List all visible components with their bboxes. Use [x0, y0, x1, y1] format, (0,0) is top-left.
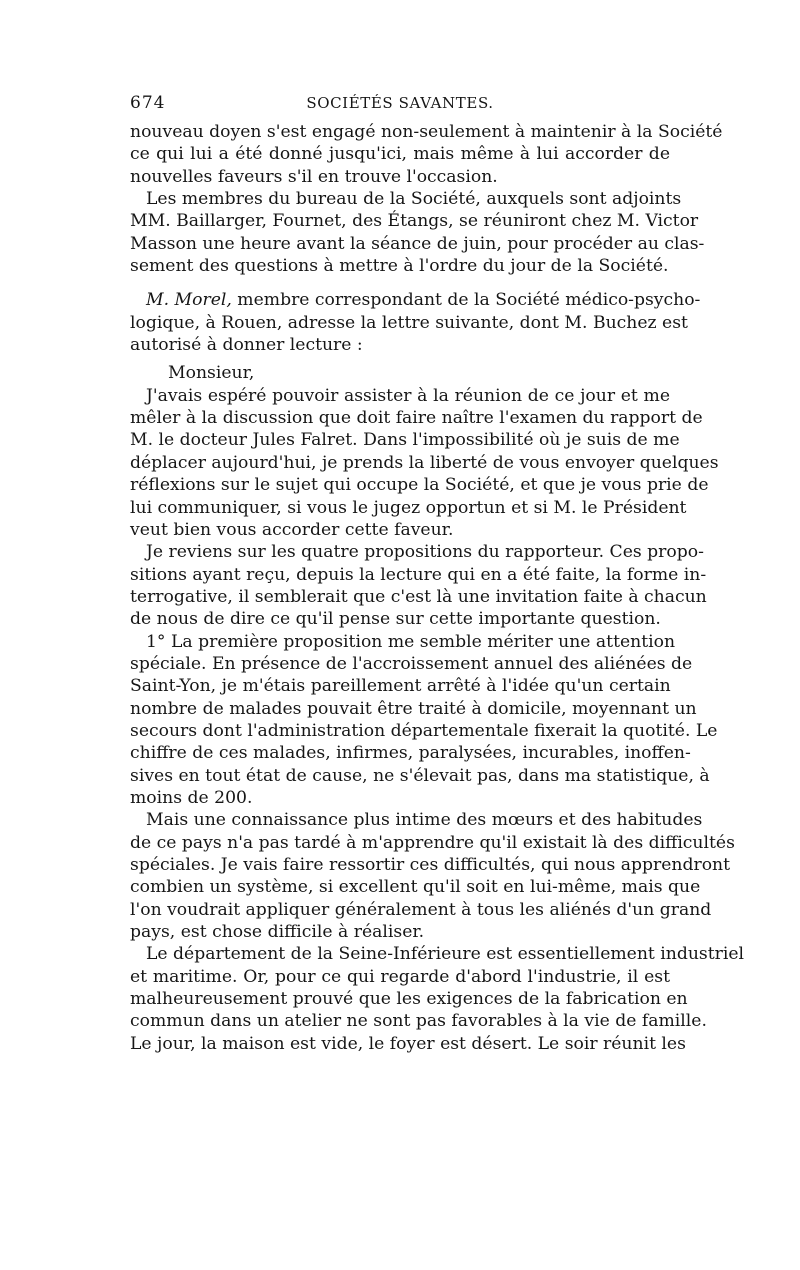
text-line: sives en tout état de cause, ne s'élevait pas, dans ma statistique, à [130, 765, 710, 786]
text-line: autorisé à donner lecture : [130, 335, 363, 356]
text-line: terrogative, il semblerait que c'est là une invitation faite à chacun [130, 586, 707, 607]
paragraph-2 [130, 188, 705, 277]
text-line: Masson une heure avant la séance de juin, pour procéder au clas- [130, 233, 705, 254]
text-line: chiffre de ces malades, infirmes, paralysées, incurables, inoffen- [130, 743, 691, 764]
text-line: nouveau doyen s'est engagé non-seulement à maintenir à la Société [130, 122, 723, 142]
text-line: Je reviens sur les quatre propositions du rapporteur. Ces propo- [146, 542, 704, 563]
text-line: nouvelles faveurs s'il en trouve l'occasion. [130, 166, 498, 187]
paragraph-8 [130, 943, 745, 1055]
text-line: de ce pays n'a pas tardé à m'apprendre qu'il existait là des difficultés [130, 832, 735, 853]
text-line: nombre de malades pouvait être traité à domicile, moyennant un [130, 698, 697, 719]
text-line: Le jour, la maison est vide, le foyer est désert. Le soir réunit les [130, 1033, 686, 1054]
text-line: MM. Baillarger, Fournet, des Étangs, se réuniront chez M. Victor [130, 211, 699, 232]
text-run: membre correspondant de la Société médico-psycho- [237, 290, 701, 311]
text-line: sitions ayant reçu, depuis la lecture qui en a été faite, la forme in- [130, 564, 707, 585]
text-line: lui communiquer, si vous le jugez opportun et si M. le Président [130, 497, 687, 518]
paragraph-1 [130, 121, 723, 188]
text-line: combien un système, si excellent qu'il soit en lui-même, mais que [130, 877, 701, 898]
author-name: M. Morel, [146, 290, 232, 311]
text-line: sement des questions à mettre à l'ordre du jour de la Société. [130, 256, 669, 277]
text-line: 1° La première proposition me semble mériter une attention [146, 631, 676, 652]
text-line: déplacer aujourd'hui, je prends la liberté de vous envoyer quelques [130, 452, 719, 473]
text-line: Les membres du bureau de la Société, auxquels sont adjoints [146, 189, 682, 210]
text-line: secours dont l'administration départementale fixerait la quotité. Le [130, 720, 718, 741]
paragraph-6 [130, 631, 718, 810]
running-title: SOCIÉTÉS SAVANTES. [306, 94, 494, 112]
text-line: malheureusement prouvé que les exigences de la fabrication en [130, 989, 688, 1010]
text-line: commun dans un atelier ne sont pas favorables à la vie de famille. [130, 1011, 707, 1032]
text-line: M. le docteur Jules Falret. Dans l'impossibilité où je suis de me [130, 430, 680, 451]
text-line: logique, à Rouen, adresse la lettre suivante, dont M. Buchez est [130, 312, 688, 333]
page-number: 674 [130, 93, 166, 113]
paragraph-4 [130, 385, 719, 541]
text-line: Mais une connaissance plus intime des mœurs et des habitudes [146, 810, 703, 831]
text-line: veut bien vous accorder cette faveur. [130, 519, 454, 540]
text-line: réflexions sur le sujet qui occupe la Société, et que je vous prie de [130, 475, 709, 496]
text-line: ce qui lui a été donné jusqu'ici, mais même à lui accorder de [130, 144, 670, 165]
text-line [130, 289, 701, 311]
paragraph-7 [130, 809, 735, 943]
salutation: Monsieur, [168, 363, 255, 384]
text-line: mêler à la discussion que doit faire naître l'examen du rapport de [130, 408, 703, 429]
text-line: de nous de dire ce qu'il pense sur cette importante question. [130, 609, 661, 630]
text-line: l'on voudrait appliquer généralement à tous les aliénés d'un grand [130, 899, 712, 920]
text-line: spéciales. Je vais faire ressortir ces difficultés, qui nous apprendront [130, 855, 731, 875]
text-line: Saint-Yon, je m'étais pareillement arrêté à l'idée qu'un certain [130, 676, 671, 697]
text-line: pays, est chose difficile à réaliser. [130, 922, 425, 943]
page-body [130, 121, 745, 1055]
text-line: moins de 200. [130, 787, 253, 808]
page-header [130, 90, 670, 116]
text-line: J'avais espéré pouvoir assister à la réunion de ce jour et me [146, 385, 670, 406]
text-line: et maritime. Or, pour ce qui regarde d'abord l'industrie, il est [130, 966, 670, 987]
text-line: spéciale. En présence de l'accroissement annuel des aliénées de [130, 653, 693, 674]
paragraph-3 [130, 289, 701, 356]
text-line: Le département de la Seine-Inférieure est essentiellement industriel [146, 944, 745, 965]
paragraph-5 [130, 541, 707, 630]
